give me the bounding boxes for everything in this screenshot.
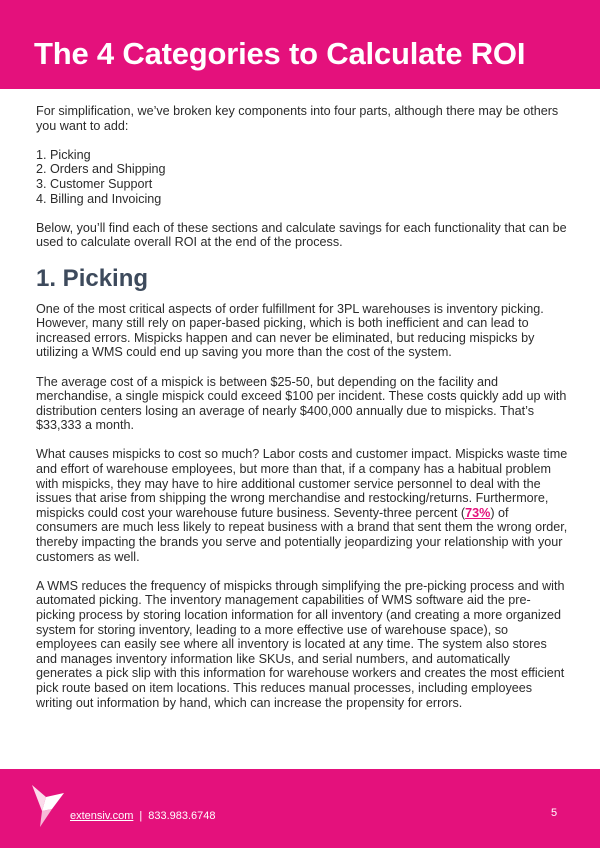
below-paragraph: Below, you’ll find each of these sections and calculate savings for each functionality that can be used to calculate overall ROI at the end of the process. bbox=[36, 220, 567, 250]
paragraph-mispick-cost: The average cost of a mispick is between $25-50, but depending on the facility and merchandise, a single mispick could exceed $100 per incident. These costs quickly add up with distribution centers losing an average of nearly $400,000 annually due to mispicks. That’s $33,333 a month. bbox=[36, 374, 567, 433]
categories-list bbox=[36, 148, 568, 206]
intro-paragraph: For simplification, we’ve broken key components into four parts, although there may be others you want to add: bbox=[36, 104, 559, 133]
footer-contact bbox=[70, 810, 216, 822]
section-heading: 1. Picking bbox=[36, 264, 149, 292]
page-number: 5 bbox=[551, 807, 558, 819]
extensiv-bird-logo-icon bbox=[30, 783, 66, 829]
list-item: 1. Picking bbox=[36, 147, 91, 162]
paragraph-wms-benefits: A WMS reduces the frequency of mispicks through simplifying the pre-picking process and with automated picking. The inventory management capabilities of WMS software aid the pre-picking process by storing location information for all inventory (and creating a more organized system for storing inventory, leading to a more effective use of warehouse space), so employees can easily see where all inventory is located at any time. The system also stores and manages inventory information like SKUs, and serial numbers, and automatically generates a pick slip with this information for warehouse workers and creates the most efficient pick route based on item locations. This reduces manual processes, including employees writing out information by hand, which can increase the propensity for errors. bbox=[36, 578, 565, 710]
website-link[interactable]: extensiv.com bbox=[70, 810, 134, 822]
paragraph-text: ) of consumers are much less likely to repeat business with a brand that sent them the wrong order, thereby impacting the brands you serve and potentially jeopardizing your relationship with your customers as well. bbox=[36, 505, 568, 564]
list-item: 3. Customer Support bbox=[36, 176, 153, 191]
paragraph-text: What causes mispicks to cost so much? Labor costs and customer impact. Mispicks waste time and effort of warehouse employees, but more than that, if a company has a habitual problem with mispicks, they may have to hire additional customer service personnel to deal with the issues that arise from shipping the wrong merchandise and restocking/returns. Furthermore, mispicks could cost your warehouse future business. Seventy-three percent ( bbox=[36, 447, 568, 520]
paragraph-mispick-causes bbox=[36, 447, 568, 564]
statistic-link[interactable]: 73% bbox=[465, 505, 491, 520]
page-footer bbox=[0, 769, 600, 848]
page-title: The 4 Categories to Calculate ROI bbox=[34, 36, 526, 71]
list-item: 4. Billing and Invoicing bbox=[36, 191, 162, 206]
phone-number: 833.983.6748 bbox=[148, 810, 216, 822]
list-item: 2. Orders and Shipping bbox=[36, 162, 166, 177]
main-content bbox=[36, 104, 568, 725]
paragraph-mispicks-intro: One of the most critical aspects of order fulfillment for 3PL warehouses is inventory picking. However, many still rely on paper-based picking, which is both inefficient and can lead to increased errors. Mispicks happen and can never be eliminated, but reducing mispicks by utilizing a WMS could end up saving you more than the cost of the system. bbox=[36, 301, 544, 360]
footer-separator: | bbox=[139, 810, 143, 822]
page-header bbox=[0, 0, 600, 89]
